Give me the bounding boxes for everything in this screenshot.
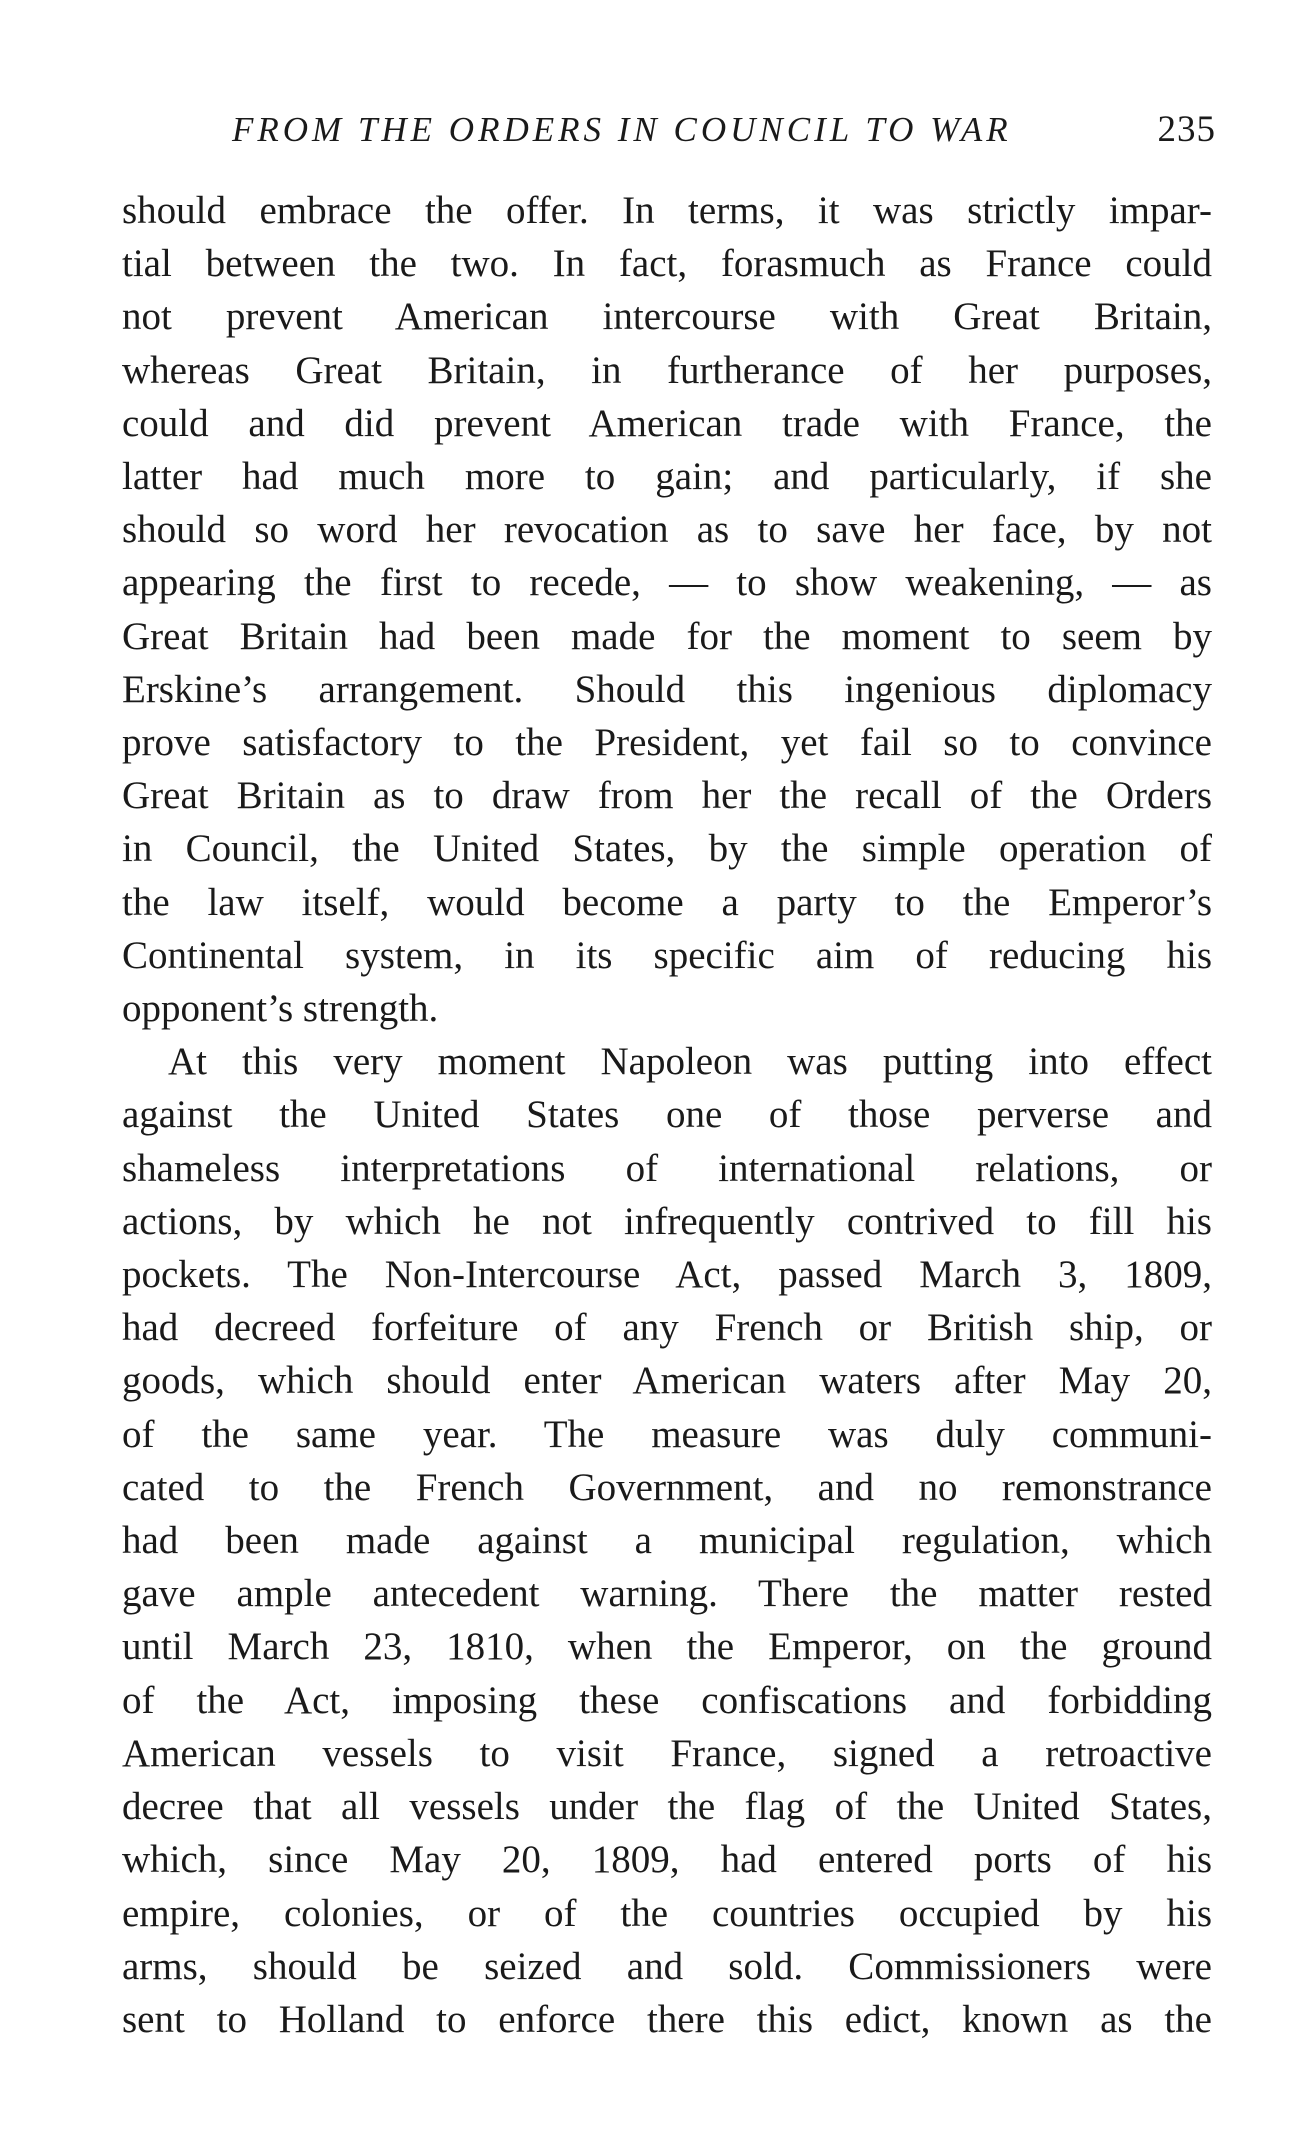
text-line: had been made against a municipal regulation, which [122, 1519, 1212, 1563]
text-line: could and did prevent American trade with France, the [122, 401, 1212, 445]
text-line: which, since May 20, 1809, had entered ports of his [122, 1838, 1212, 1882]
text-line: pockets. The Non-Intercourse Act, passed March 3, 1809, [122, 1253, 1212, 1297]
paragraph-2 [122, 1035, 1212, 2046]
text-line: latter had much more to gain; and particularly, if she [122, 455, 1212, 499]
text-line: until March 23, 1810, when the Emperor, on the ground [122, 1625, 1212, 1669]
text-line: should embrace the offer. In terms, it was strictly impar- [122, 189, 1212, 232]
text-line: had decreed forfeiture of any French or British ship, or [122, 1306, 1212, 1350]
text-line: Erskine’s arrangement. Should this ingenious diplomacy [122, 667, 1212, 711]
text-line: prove satisfactory to the President, yet fail so to convince [122, 721, 1212, 765]
text-line: Continental system, in its specific aim of reducing his [122, 933, 1212, 977]
text-line: empire, colonies, or of the countries occupied by his [122, 1891, 1212, 1935]
text-line: of the Act, imposing these confiscations and forbidding [122, 1678, 1212, 1722]
text-line: of the same year. The measure was duly communi- [122, 1412, 1212, 1456]
text-line: At this very moment Napoleon was putting into effect [168, 1040, 1212, 1084]
text-line: against the United States one of those perverse and [122, 1093, 1212, 1137]
text-line: appearing the first to recede, — to show weakening, — as [122, 561, 1212, 605]
text-line: American vessels to visit France, signed a retroactive [122, 1731, 1212, 1775]
book-page [122, 104, 1216, 2046]
text-line: tial between the two. In fact, forasmuch as France could [122, 242, 1212, 286]
text-line: in Council, the United States, by the simple operation of [122, 827, 1212, 871]
text-line: opponent’s strength. [122, 987, 439, 1031]
text-line: Great Britain as to draw from her the recall of the Orders [122, 774, 1212, 818]
text-line: shameless interpretations of international relations, or [122, 1146, 1212, 1190]
running-title: FROM THE ORDERS IN COUNCIL TO WAR [232, 110, 1012, 149]
text-line: not prevent American intercourse with Great Britain, [122, 295, 1212, 339]
text-line: cated to the French Government, and no remonstrance [122, 1465, 1212, 1509]
text-line: goods, which should enter American waters after May 20, [122, 1359, 1212, 1403]
text-line: gave ample antecedent warning. There the matter rested [122, 1572, 1212, 1616]
text-line: sent to Holland to enforce there this edict, known as the [122, 1997, 1212, 2041]
text-line: the law itself, would become a party to the Emperor’s [122, 880, 1212, 924]
text-line: Great Britain had been made for the moment to seem by [122, 614, 1212, 658]
text-line: actions, by which he not infrequently contrived to fill his [122, 1199, 1212, 1243]
paragraph-1 [122, 184, 1212, 1035]
text-line: should so word her revocation as to save her face, by not [122, 508, 1212, 552]
text-line: whereas Great Britain, in furtherance of her purposes, [122, 348, 1212, 392]
running-head [122, 104, 1216, 156]
text-line: decree that all vessels under the flag of the United States, [122, 1785, 1212, 1829]
text-line: arms, should be seized and sold. Commissioners were [122, 1944, 1212, 1988]
page-number: 235 [1157, 109, 1216, 150]
